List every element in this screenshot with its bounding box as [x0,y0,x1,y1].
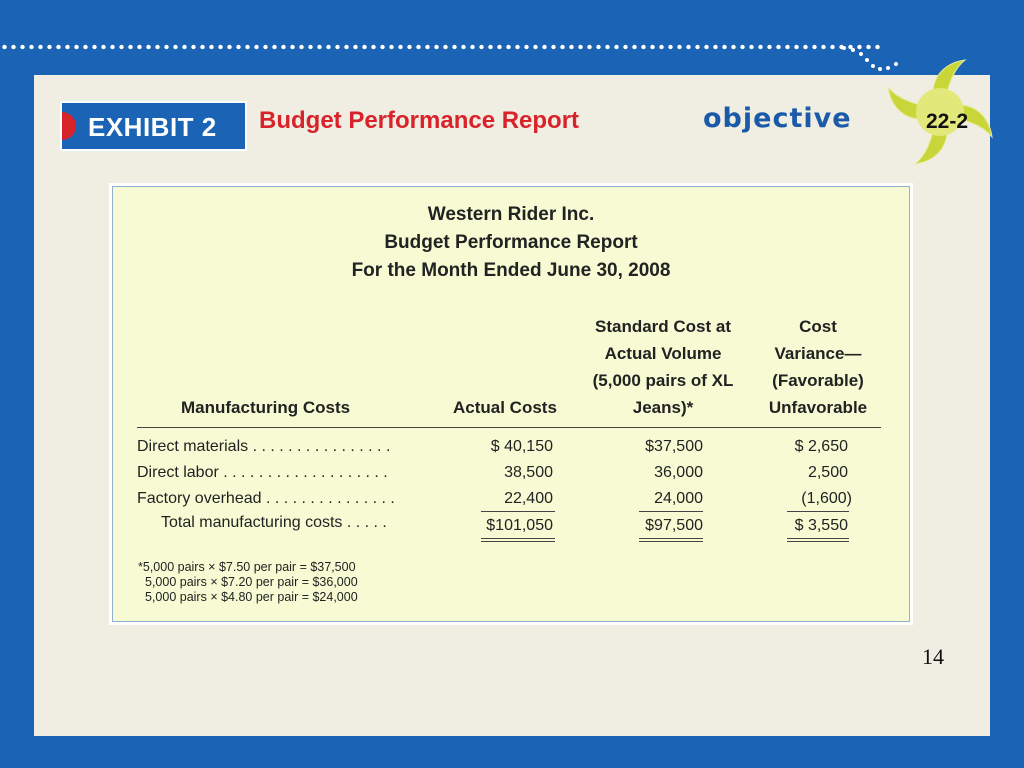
exhibit-label: EXHIBIT 2 [88,112,217,142]
report-period: For the Month Ended June 30, 2008 [351,260,671,281]
report-panel [112,186,910,622]
dotted-border-decoration [0,42,880,52]
exhibit-badge [60,101,247,151]
total-double-rule [639,538,703,539]
objective-number: 22-2 [926,110,969,133]
row-label: Factory overhead . . . . . . . . . . . . . . . [137,490,395,507]
row-actual: 22,400 [504,490,553,507]
total-label: Total manufacturing costs . . . . . [161,514,387,531]
total-double-rule [639,541,703,542]
row-actual: $ 40,150 [490,438,553,455]
header-variance-line: Unfavorable [768,398,868,417]
subtotal-rule [787,511,849,512]
header-actual-costs: Actual Costs [453,398,557,417]
row-label: Direct materials . . . . . . . . . . . . . . . . [137,438,391,455]
header-manufacturing-costs: Manufacturing Costs [181,398,351,417]
exhibit-panel [109,183,913,625]
report-name: Budget Performance Report [384,232,638,253]
row-actual: 38,500 [504,464,553,481]
row-label: Direct labor . . . . . . . . . . . . . . . . . . . [137,464,388,481]
header-standard-line: Standard Cost at [594,317,732,336]
header-standard-line: Actual Volume [604,344,722,363]
total-variance: $ 3,550 [794,517,848,534]
header-standard-line: Jeans)* [632,398,694,417]
header-standard-cost [573,313,753,421]
header-standard-line: (5,000 pairs of XL [592,371,734,390]
page-number: 14 [922,644,944,669]
header-cost-variance [753,313,883,421]
total-double-rule [481,541,555,542]
row-standard: 24,000 [654,490,703,507]
red-dot-icon [60,112,76,140]
header-variance-line: Cost [799,317,837,336]
row-standard: 36,000 [654,464,703,481]
footnote: *5,000 pairs × $7.50 per pair = $37,500 [138,560,356,574]
header-rule [137,427,881,428]
report-company: Western Rider Inc. [427,204,595,225]
header-variance-line: (Favorable) [772,371,864,390]
footnote: 5,000 pairs × $4.80 per pair = $24,000 [145,590,358,604]
row-variance: (1,600) [801,490,852,507]
total-double-rule [787,541,849,542]
objective-label: objective [703,103,852,134]
row-variance: $ 2,650 [794,438,848,455]
row-variance: 2,500 [807,464,848,481]
footnote: 5,000 pairs × $7.20 per pair = $36,000 [145,575,358,589]
subtotal-rule [639,511,703,512]
total-double-rule [787,538,849,539]
total-double-rule [481,538,555,539]
row-standard: $37,500 [645,438,703,455]
subtotal-rule [481,511,555,512]
header-variance-line: Variance— [774,344,862,363]
total-standard: $97,500 [645,517,703,534]
slide-title: Budget Performance Report [259,107,580,134]
total-actual: $101,050 [486,517,553,534]
